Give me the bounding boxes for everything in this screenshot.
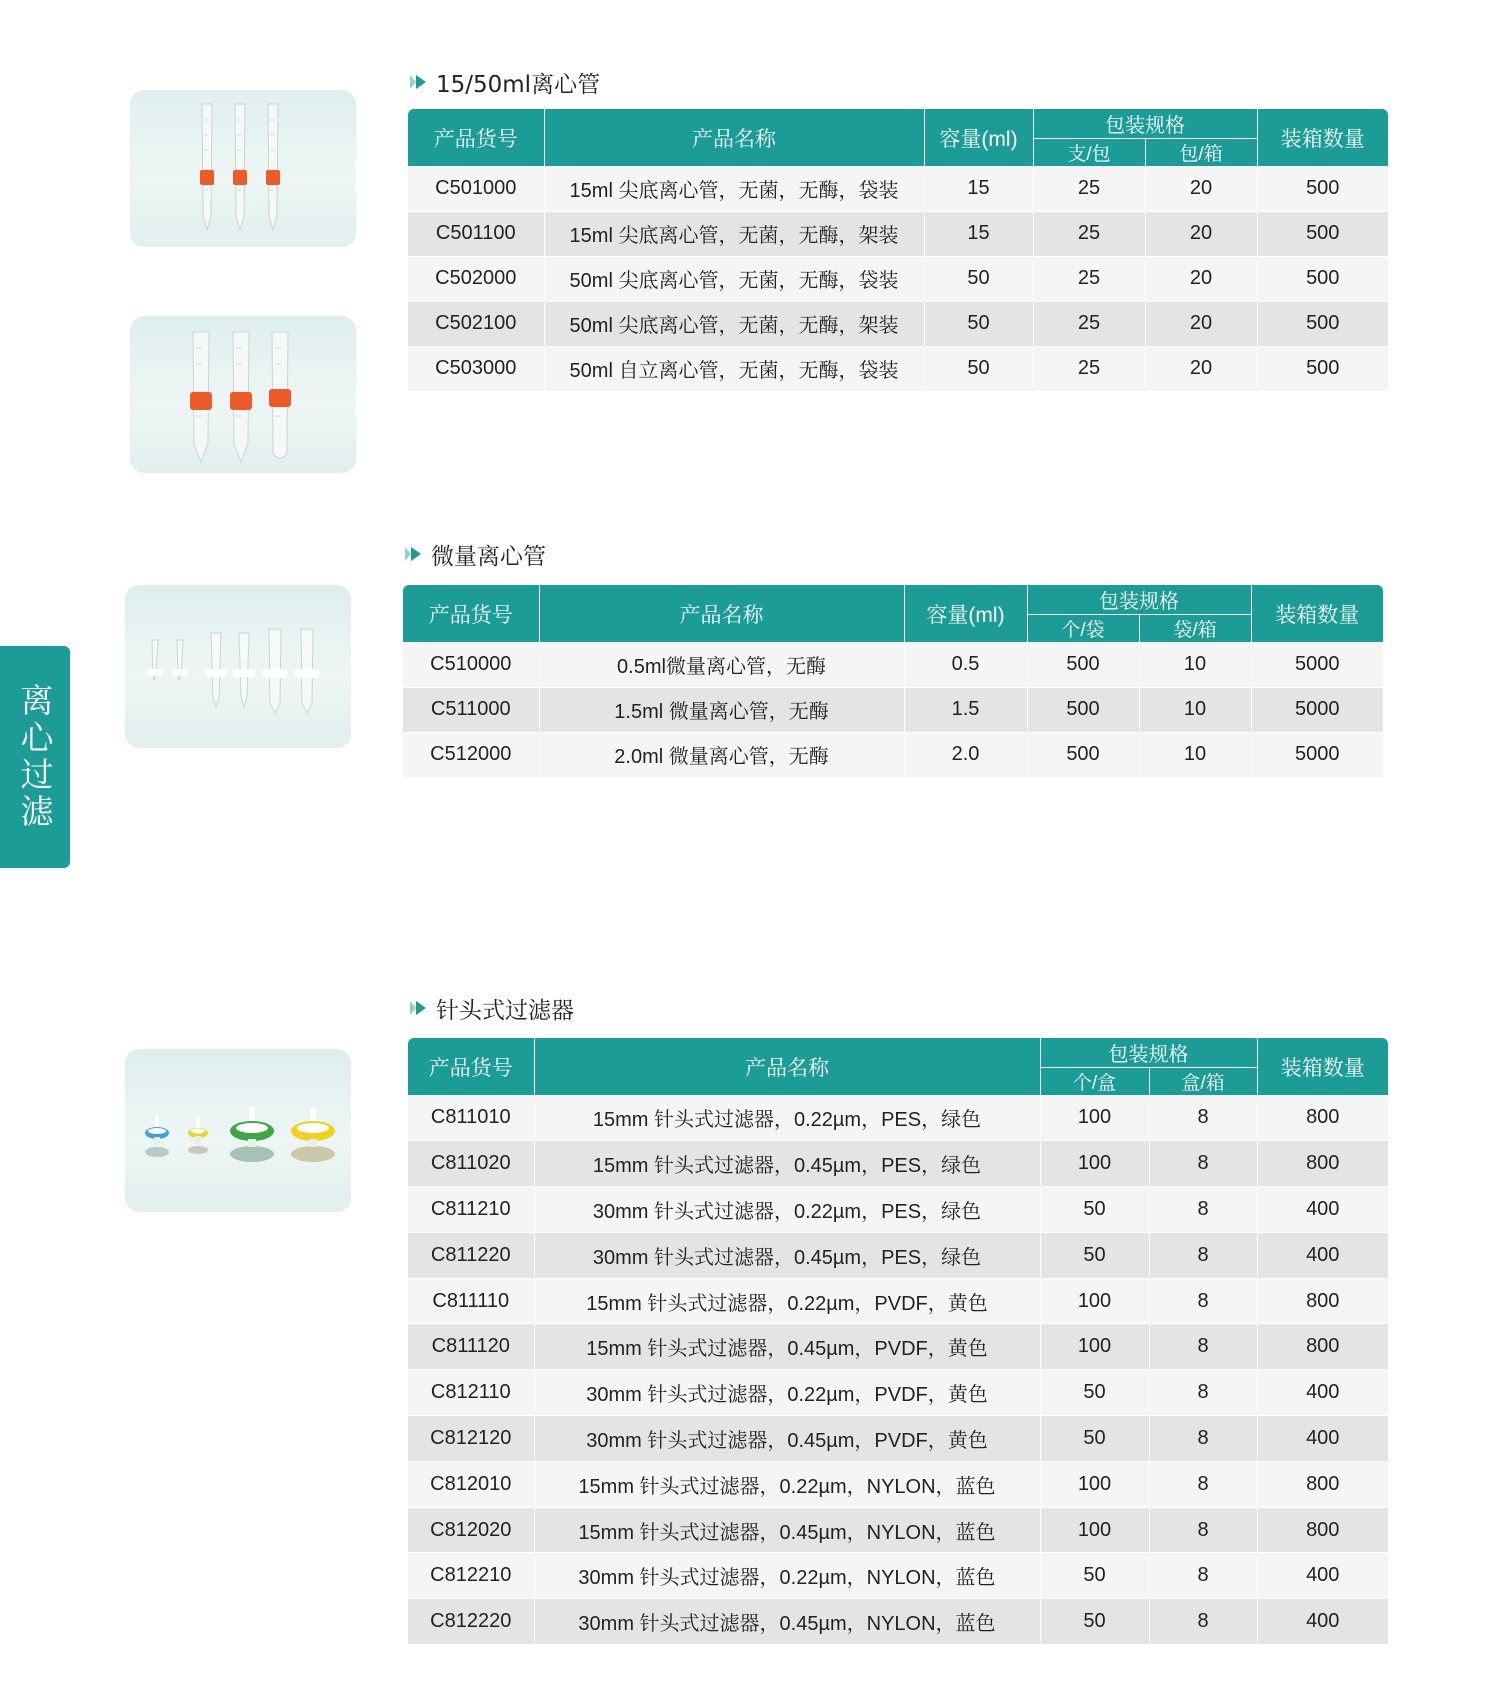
cell-pack-qty-2: 8 <box>1149 1141 1257 1187</box>
table-row <box>408 1553 1388 1599</box>
cell-code: C811020 <box>408 1141 534 1187</box>
cell-pack-qty-1: 25 <box>1033 301 1145 346</box>
table-row <box>408 1507 1388 1553</box>
cell-carton-qty: 800 <box>1257 1507 1388 1553</box>
cell-pack-qty-1: 50 <box>1040 1599 1149 1645</box>
header-pack-sub1: 支/包 <box>1033 139 1145 167</box>
cell-pack-qty-1: 50 <box>1040 1416 1149 1462</box>
cell-pack-qty-1: 500 <box>1027 687 1139 732</box>
cell-name: 30mm 针头式过滤器，0.22µm，PVDF，黄色 <box>534 1370 1040 1416</box>
cell-pack-qty-2: 8 <box>1149 1553 1257 1599</box>
cell-code: C501100 <box>408 211 544 256</box>
cell-carton-qty: 500 <box>1257 166 1388 211</box>
cell-carton-qty: 800 <box>1257 1324 1388 1370</box>
table-row <box>408 1187 1388 1233</box>
cell-pack-qty-1: 100 <box>1040 1141 1149 1187</box>
cell-pack-qty-2: 20 <box>1145 346 1257 391</box>
cell-capacity: 50 <box>924 256 1033 301</box>
cell-carton-qty: 500 <box>1257 346 1388 391</box>
cell-carton-qty: 5000 <box>1251 687 1383 732</box>
cell-pack-qty-1: 25 <box>1033 166 1145 211</box>
cell-pack-qty-1: 50 <box>1040 1187 1149 1233</box>
cell-carton-qty: 800 <box>1257 1141 1388 1187</box>
section-title-micro-tubes <box>405 538 546 570</box>
cell-capacity: 2.0 <box>904 732 1027 777</box>
cell-capacity: 15 <box>924 166 1033 211</box>
cell-carton-qty: 400 <box>1257 1416 1388 1462</box>
header-pack-group: 包装规格 <box>1027 585 1251 615</box>
table-row <box>408 346 1388 391</box>
table-row <box>408 1141 1388 1187</box>
table-row <box>408 1416 1388 1462</box>
cell-name: 30mm 针头式过滤器，0.45µm，PES，绿色 <box>534 1232 1040 1278</box>
cell-code: C502100 <box>408 301 544 346</box>
cell-carton-qty: 400 <box>1257 1187 1388 1233</box>
product-photo-syringe-filters <box>125 1049 351 1212</box>
cell-pack-qty-1: 25 <box>1033 346 1145 391</box>
cell-pack-qty-2: 8 <box>1149 1507 1257 1553</box>
table-row <box>408 1599 1388 1645</box>
table-row <box>408 1461 1388 1507</box>
cell-pack-qty-2: 10 <box>1139 732 1251 777</box>
cell-code: C501000 <box>408 166 544 211</box>
header-code: 产品货号 <box>408 1038 534 1095</box>
header-carton: 装箱数量 <box>1257 1038 1388 1095</box>
product-photo-15ml-tubes <box>130 90 356 247</box>
section-arrow-icon <box>410 1001 428 1015</box>
product-photo-50ml-tubes <box>130 316 356 473</box>
cell-pack-qty-1: 50 <box>1040 1232 1149 1278</box>
cell-carton-qty: 500 <box>1257 301 1388 346</box>
table-row <box>403 732 1383 777</box>
cell-pack-qty-2: 8 <box>1149 1370 1257 1416</box>
table-row <box>408 211 1388 256</box>
cell-name: 15ml 尖底离心管，无菌，无酶，袋装 <box>544 166 924 211</box>
cell-name: 50ml 尖底离心管，无菌，无酶，架装 <box>544 301 924 346</box>
cell-name: 30mm 针头式过滤器，0.22µm，NYLON，蓝色 <box>534 1553 1040 1599</box>
cell-carton-qty: 400 <box>1257 1599 1388 1645</box>
cell-pack-qty-2: 20 <box>1145 166 1257 211</box>
cell-carton-qty: 400 <box>1257 1370 1388 1416</box>
header-carton: 装箱数量 <box>1257 109 1388 166</box>
cell-carton-qty: 400 <box>1257 1553 1388 1599</box>
cell-pack-qty-1: 50 <box>1040 1370 1149 1416</box>
cell-pack-qty-2: 10 <box>1139 642 1251 687</box>
cell-capacity: 1.5 <box>904 687 1027 732</box>
table-row <box>408 301 1388 346</box>
category-side-label: 离心过滤 <box>15 683 55 831</box>
section-arrow-icon <box>405 547 423 561</box>
cell-pack-qty-1: 25 <box>1033 256 1145 301</box>
cell-code: C811010 <box>408 1095 534 1141</box>
cell-code: C812020 <box>408 1507 534 1553</box>
cell-code: C511000 <box>403 687 539 732</box>
table-centrifuge-tubes <box>408 109 1388 392</box>
header-pack-sub2: 盒/箱 <box>1149 1068 1257 1096</box>
cell-name: 1.5ml 微量离心管，无酶 <box>539 687 904 732</box>
table-row <box>408 1370 1388 1416</box>
cell-pack-qty-1: 100 <box>1040 1461 1149 1507</box>
cell-code: C502000 <box>408 256 544 301</box>
header-pack-group: 包装规格 <box>1033 109 1257 139</box>
header-name: 产品名称 <box>534 1038 1040 1095</box>
section-arrow-icon <box>410 75 428 89</box>
header-pack-sub2: 袋/箱 <box>1139 615 1251 643</box>
cell-pack-qty-1: 100 <box>1040 1324 1149 1370</box>
cell-name: 15mm 针头式过滤器，0.45µm，PES，绿色 <box>534 1141 1040 1187</box>
cell-pack-qty-2: 8 <box>1149 1232 1257 1278</box>
cell-name: 30mm 针头式过滤器，0.22µm，PES，绿色 <box>534 1187 1040 1233</box>
table-row <box>408 1324 1388 1370</box>
cell-pack-qty-2: 10 <box>1139 687 1251 732</box>
cell-name: 50ml 尖底离心管，无菌，无酶，袋装 <box>544 256 924 301</box>
cell-pack-qty-1: 100 <box>1040 1095 1149 1141</box>
product-photo-micro-tubes <box>125 585 351 748</box>
cell-capacity: 0.5 <box>904 642 1027 687</box>
cell-name: 15mm 针头式过滤器，0.22µm，NYLON，蓝色 <box>534 1461 1040 1507</box>
cell-pack-qty-2: 8 <box>1149 1461 1257 1507</box>
cell-name: 2.0ml 微量离心管，无酶 <box>539 732 904 777</box>
header-name: 产品名称 <box>544 109 924 166</box>
category-side-tab <box>0 646 70 868</box>
cell-code: C812110 <box>408 1370 534 1416</box>
cell-code: C811110 <box>408 1278 534 1324</box>
cell-carton-qty: 5000 <box>1251 732 1383 777</box>
header-capacity: 容量(ml) <box>924 109 1033 166</box>
header-carton: 装箱数量 <box>1251 585 1383 642</box>
cell-code: C812220 <box>408 1599 534 1645</box>
cell-code: C811120 <box>408 1324 534 1370</box>
cell-code: C812010 <box>408 1461 534 1507</box>
cell-code: C812120 <box>408 1416 534 1462</box>
header-code: 产品货号 <box>403 585 539 642</box>
cell-capacity: 50 <box>924 346 1033 391</box>
table-row <box>403 642 1383 687</box>
cell-carton-qty: 5000 <box>1251 642 1383 687</box>
cell-pack-qty-2: 8 <box>1149 1278 1257 1324</box>
section-title-text: 针头式过滤器 <box>436 997 574 1024</box>
cell-name: 50ml 自立离心管，无菌，无酶，袋装 <box>544 346 924 391</box>
cell-code: C812210 <box>408 1553 534 1599</box>
cell-name: 15mm 针头式过滤器，0.45µm，NYLON，蓝色 <box>534 1507 1040 1553</box>
cell-pack-qty-1: 100 <box>1040 1507 1149 1553</box>
cell-carton-qty: 800 <box>1257 1461 1388 1507</box>
cell-pack-qty-2: 8 <box>1149 1187 1257 1233</box>
cell-capacity: 15 <box>924 211 1033 256</box>
cell-pack-qty-2: 8 <box>1149 1095 1257 1141</box>
cell-carton-qty: 800 <box>1257 1278 1388 1324</box>
cell-pack-qty-2: 8 <box>1149 1599 1257 1645</box>
cell-pack-qty-1: 500 <box>1027 642 1139 687</box>
cell-capacity: 50 <box>924 301 1033 346</box>
cell-pack-qty-1: 50 <box>1040 1553 1149 1599</box>
cell-pack-qty-2: 20 <box>1145 256 1257 301</box>
cell-pack-qty-2: 20 <box>1145 211 1257 256</box>
cell-pack-qty-1: 500 <box>1027 732 1139 777</box>
cell-code: C503000 <box>408 346 544 391</box>
section-title-centrifuge-tubes <box>410 66 600 98</box>
table-row <box>408 1232 1388 1278</box>
cell-name: 15ml 尖底离心管，无菌，无酶，架装 <box>544 211 924 256</box>
cell-carton-qty: 800 <box>1257 1095 1388 1141</box>
table-row <box>403 687 1383 732</box>
cell-code: C512000 <box>403 732 539 777</box>
cell-pack-qty-2: 20 <box>1145 301 1257 346</box>
header-capacity: 容量(ml) <box>904 585 1027 642</box>
cell-carton-qty: 400 <box>1257 1232 1388 1278</box>
cell-code: C510000 <box>403 642 539 687</box>
cell-pack-qty-2: 8 <box>1149 1324 1257 1370</box>
cell-name: 15mm 针头式过滤器，0.45µm，PVDF，黄色 <box>534 1324 1040 1370</box>
header-pack-sub2: 包/箱 <box>1145 139 1257 167</box>
section-title-text: 15/50ml离心管 <box>436 71 601 98</box>
table-row <box>408 1095 1388 1141</box>
table-row <box>408 1278 1388 1324</box>
cell-pack-qty-2: 8 <box>1149 1416 1257 1462</box>
cell-code: C811220 <box>408 1232 534 1278</box>
cell-name: 0.5ml微量离心管，无酶 <box>539 642 904 687</box>
table-row <box>408 166 1388 211</box>
section-title-text: 微量离心管 <box>431 543 546 570</box>
cell-name: 15mm 针头式过滤器，0.22µm，PES，绿色 <box>534 1095 1040 1141</box>
cell-code: C811210 <box>408 1187 534 1233</box>
header-name: 产品名称 <box>539 585 904 642</box>
cell-pack-qty-1: 25 <box>1033 211 1145 256</box>
cell-pack-qty-1: 100 <box>1040 1278 1149 1324</box>
header-code: 产品货号 <box>408 109 544 166</box>
cell-carton-qty: 500 <box>1257 211 1388 256</box>
header-pack-group: 包装规格 <box>1040 1038 1257 1068</box>
table-syringe-filters <box>408 1038 1388 1645</box>
table-micro-tubes <box>403 585 1383 778</box>
cell-name: 15mm 针头式过滤器，0.22µm，PVDF，黄色 <box>534 1278 1040 1324</box>
header-pack-sub1: 个/袋 <box>1027 615 1139 643</box>
table-row <box>408 256 1388 301</box>
cell-carton-qty: 500 <box>1257 256 1388 301</box>
cell-name: 30mm 针头式过滤器，0.45µm，NYLON，蓝色 <box>534 1599 1040 1645</box>
cell-name: 30mm 针头式过滤器，0.45µm，PVDF，黄色 <box>534 1416 1040 1462</box>
section-title-syringe-filters <box>410 992 574 1024</box>
header-pack-sub1: 个/盒 <box>1040 1068 1149 1096</box>
